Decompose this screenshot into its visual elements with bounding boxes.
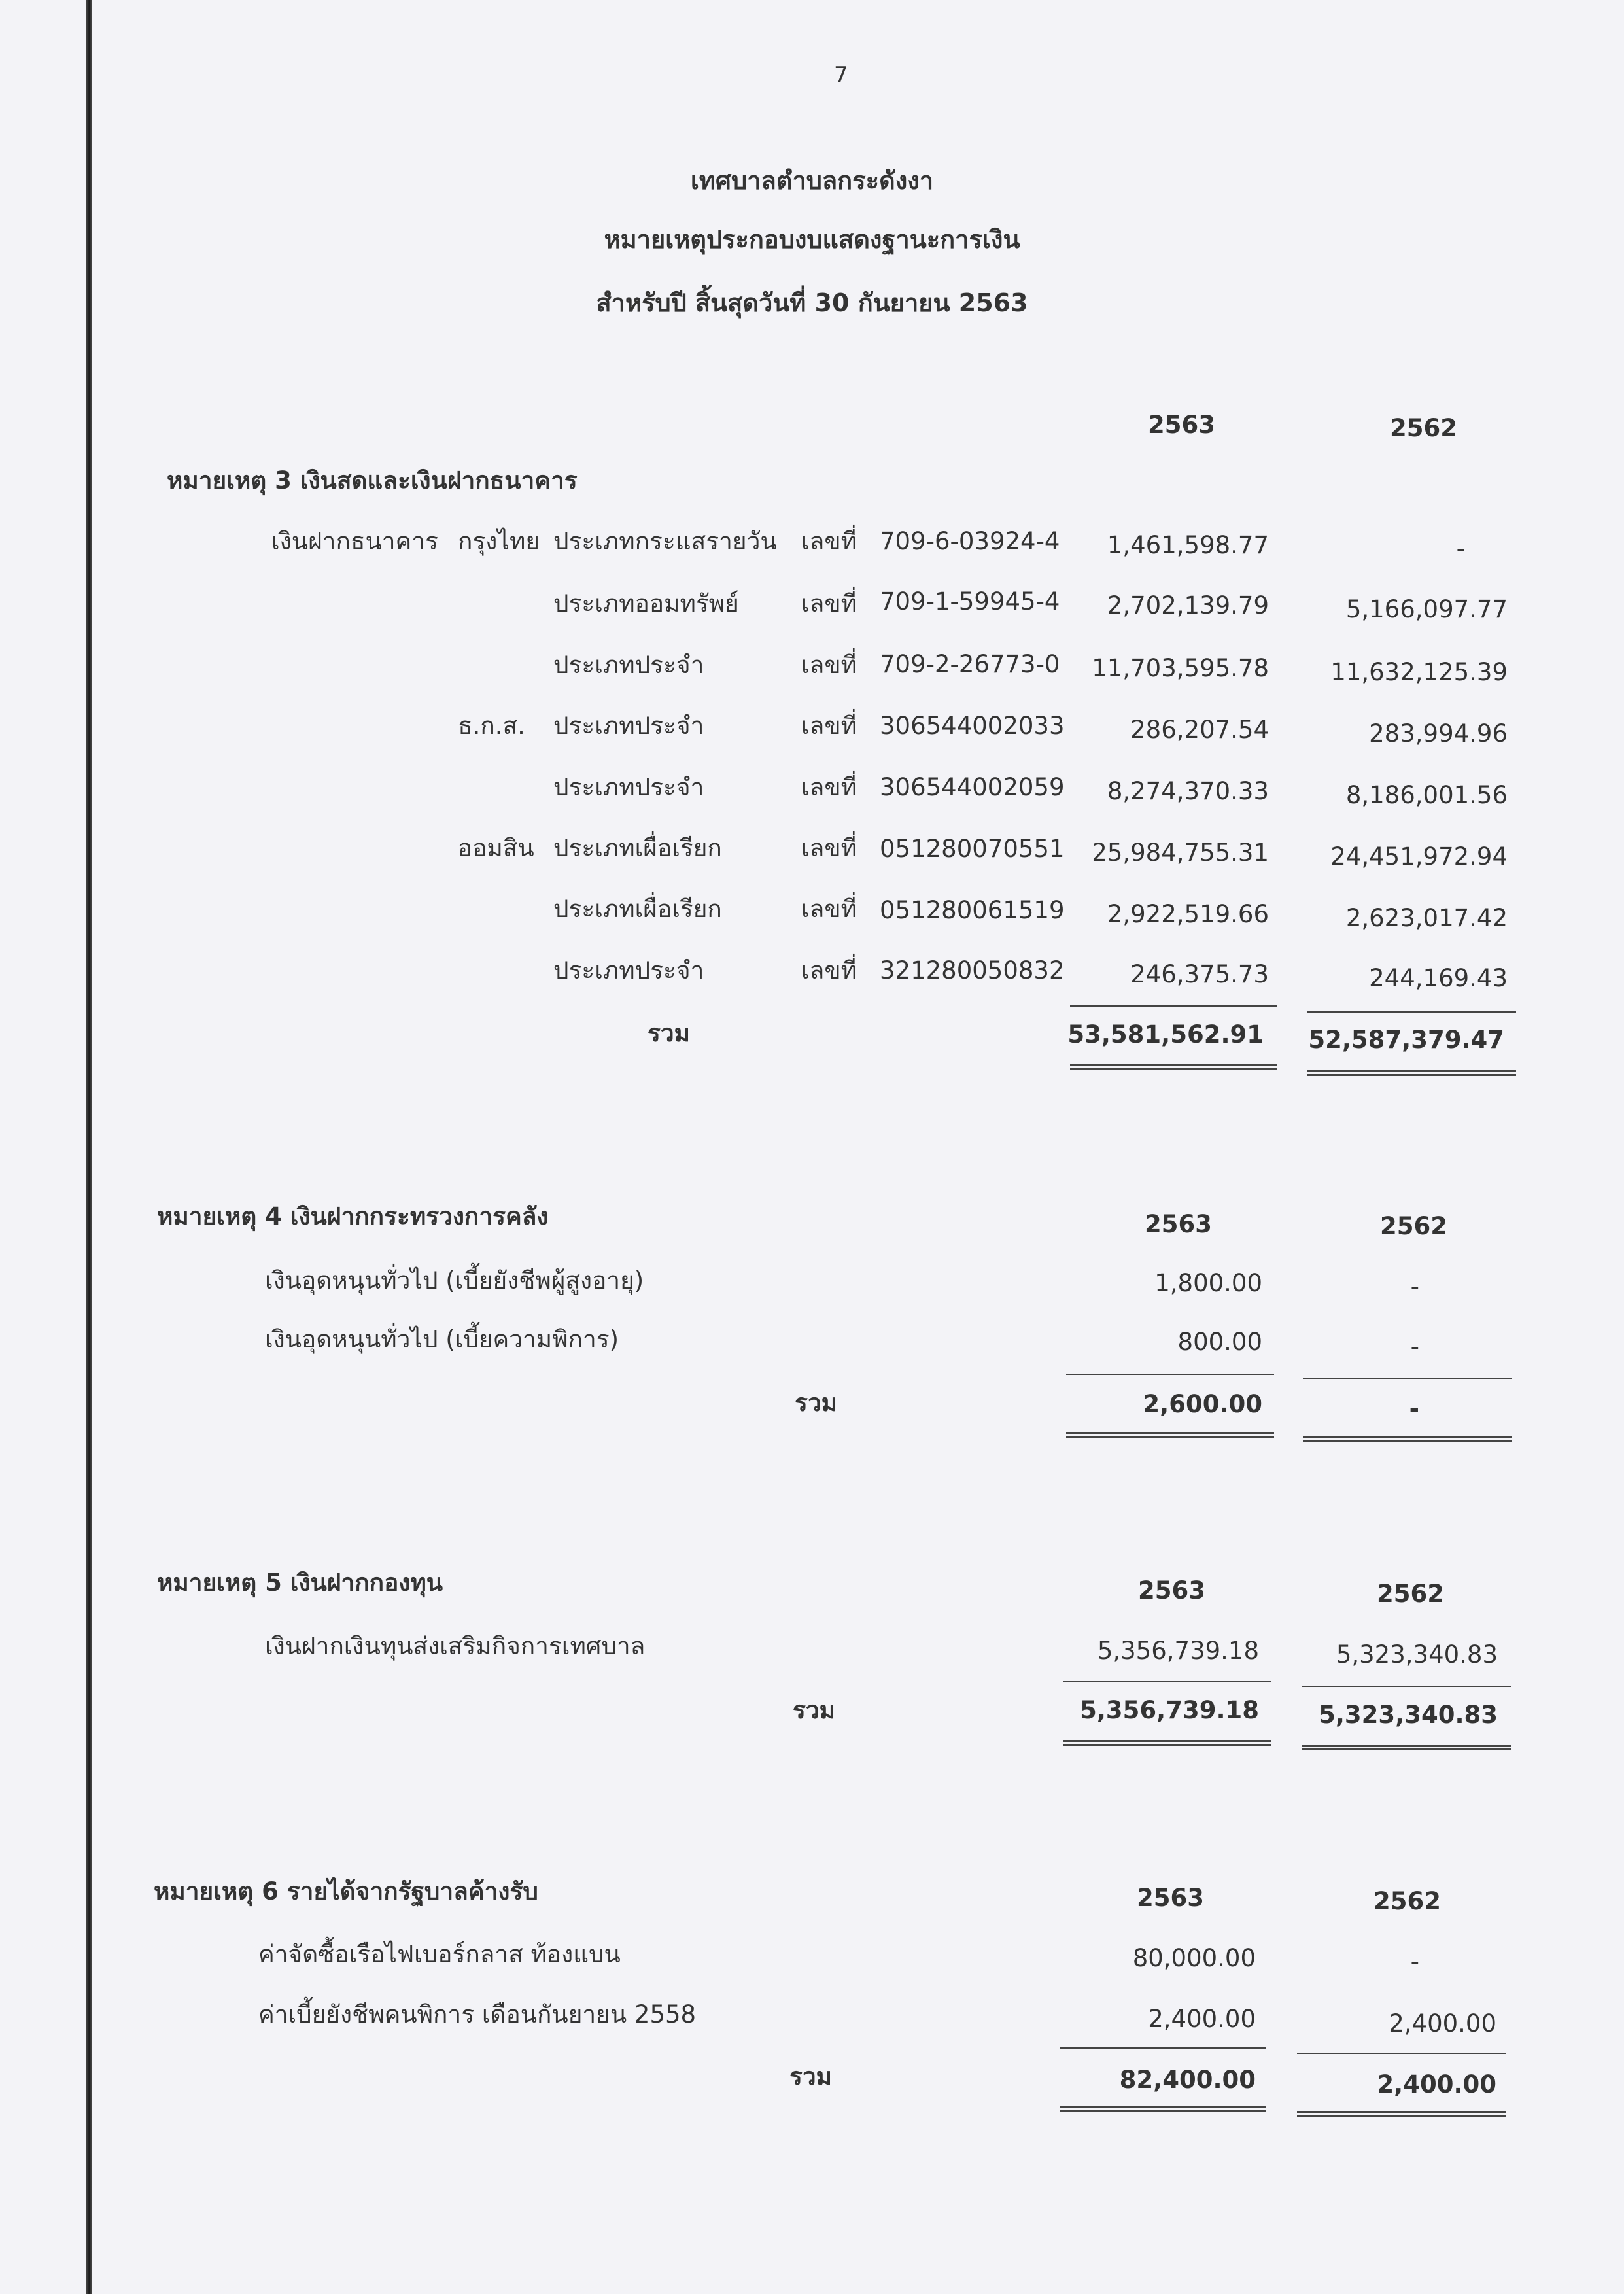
total-double-rule — [1066, 1432, 1274, 1438]
subtotal-rule — [1307, 1011, 1516, 1013]
amount-current: 2,400.00 — [1148, 2005, 1256, 2033]
total-double-rule — [1070, 1064, 1277, 1070]
bank-name: ออมสิน — [458, 834, 534, 862]
subtotal-rule — [1303, 1378, 1512, 1379]
deposit-label: เงินฝากธนาคาร — [271, 527, 438, 555]
account-label: เลขที่ — [801, 773, 857, 801]
account-type: ประเภทประจำ — [553, 956, 704, 984]
amount-current: 2,702,139.79 — [1107, 591, 1269, 619]
amount-prior: - — [1456, 535, 1465, 563]
account-number: 321280050832 — [880, 956, 1065, 984]
amount-prior: 5,323,340.83 — [1336, 1641, 1498, 1669]
note4-year-prior: 2562 — [1380, 1212, 1447, 1240]
note5-heading: หมายเหตุ 5 เงินฝากกองทุน — [157, 1569, 443, 1597]
amount-current: 1,800.00 — [1154, 1269, 1262, 1297]
statement-period: สำหรับปี สิ้นสุดวันที่ 30 กันยายน 2563 — [596, 288, 1028, 317]
amount-prior: - — [1410, 1333, 1419, 1361]
amount-current: 5,356,739.18 — [1097, 1637, 1259, 1665]
account-number: 709-6-03924-4 — [880, 527, 1060, 555]
note6-heading: หมายเหตุ 6 รายได้จากรัฐบาลค้างรับ — [154, 1877, 538, 1905]
amount-current: 11,703,595.78 — [1092, 654, 1269, 682]
account-type: ประเภทกระแสรายวัน — [553, 527, 777, 555]
total-current: 53,581,562.91 — [1067, 1020, 1264, 1049]
total-label: รวม — [789, 2062, 833, 2091]
item-label: ค่าจัดซื้อเรือไฟเบอร์กลาส ท้องแบน — [258, 1940, 621, 1968]
total-double-rule — [1297, 2111, 1506, 2117]
item-label: ค่าเบี้ยยังชีพคนพิการ เดือนกันยายน 2558 — [258, 2000, 697, 2028]
amount-prior: - — [1410, 1948, 1419, 1976]
amount-current: 286,207.54 — [1130, 716, 1269, 744]
account-number: 051280061519 — [880, 896, 1065, 924]
item-label: เงินอุดหนุนทั่วไป (เบี้ยยังชีพผู้สูงอายุ) — [265, 1266, 644, 1295]
note6-year-prior: 2562 — [1373, 1887, 1441, 1915]
subtotal-rule — [1060, 2047, 1266, 2049]
amount-prior: 11,632,125.39 — [1330, 658, 1508, 686]
total-current: 5,356,739.18 — [1080, 1696, 1259, 1724]
note4-heading: หมายเหตุ 4 เงินฝากกระทรวงการคลัง — [157, 1202, 549, 1230]
total-double-rule — [1302, 1745, 1511, 1750]
account-label: เลขที่ — [801, 589, 857, 617]
total-prior: - — [1409, 1395, 1419, 1423]
account-number: 306544002059 — [880, 773, 1065, 801]
account-type: ประเภทออมทรัพย์ — [553, 589, 739, 617]
amount-current: 80,000.00 — [1132, 1944, 1256, 1972]
amount-prior: 2,623,017.42 — [1345, 904, 1508, 932]
amount-prior: 2,400.00 — [1389, 2009, 1496, 2038]
bank-name: ธ.ก.ส. — [458, 712, 525, 740]
subtotal-rule — [1302, 1686, 1511, 1687]
amount-current: 246,375.73 — [1130, 960, 1269, 988]
amount-prior: 244,169.43 — [1369, 964, 1508, 992]
account-number: 051280070551 — [880, 835, 1065, 863]
amount-current: 8,274,370.33 — [1107, 777, 1269, 805]
total-double-rule — [1063, 1740, 1271, 1746]
total-double-rule — [1307, 1070, 1516, 1076]
bank-name: กรุงไทย — [458, 527, 540, 555]
account-label: เลขที่ — [801, 712, 857, 740]
statement-title: หมายเหตุประกอบงบแสดงฐานะการเงิน — [604, 225, 1020, 254]
total-prior: 5,323,340.83 — [1319, 1701, 1498, 1729]
account-label: เลขที่ — [801, 651, 857, 679]
total-label: รวม — [648, 1019, 691, 1047]
total-label: รวม — [793, 1696, 836, 1724]
note3-year-current: 2563 — [1148, 411, 1215, 439]
amount-current: 1,461,598.77 — [1107, 531, 1269, 559]
amount-prior: - — [1410, 1272, 1419, 1300]
account-type: ประเภทประจำ — [553, 712, 704, 740]
account-type: ประเภทประจำ — [553, 651, 704, 679]
account-number: 306544002033 — [880, 712, 1065, 740]
note5-year-current: 2563 — [1138, 1576, 1205, 1605]
account-number: 709-1-59945-4 — [880, 587, 1060, 616]
account-type: ประเภทเผื่อเรียก — [553, 834, 722, 862]
total-label: รวม — [795, 1389, 838, 1417]
note3-heading: หมายเหตุ 3 เงินสดและเงินฝากธนาคาร — [167, 466, 578, 495]
org-name: เทศบาลตำบลกระดังงา — [690, 166, 934, 195]
account-number: 709-2-26773-0 — [880, 650, 1060, 678]
subtotal-rule — [1297, 2053, 1506, 2054]
amount-current: 2,922,519.66 — [1107, 900, 1269, 928]
subtotal-rule — [1070, 1005, 1277, 1007]
total-prior: 52,587,379.47 — [1308, 1026, 1504, 1054]
total-current: 82,400.00 — [1119, 2066, 1256, 2094]
account-type: ประเภทประจำ — [553, 773, 704, 801]
account-label: เลขที่ — [801, 834, 857, 862]
amount-current: 800.00 — [1177, 1328, 1262, 1356]
account-label: เลขที่ — [801, 956, 857, 984]
total-current: 2,600.00 — [1143, 1390, 1262, 1418]
account-label: เลขที่ — [801, 527, 857, 555]
subtotal-rule — [1066, 1374, 1274, 1375]
amount-prior: 24,451,972.94 — [1330, 843, 1508, 871]
binding-edge — [86, 0, 92, 2294]
amount-prior: 8,186,001.56 — [1345, 781, 1508, 809]
account-type: ประเภทเผื่อเรียก — [553, 895, 722, 923]
note6-year-current: 2563 — [1137, 1884, 1204, 1912]
note4-year-current: 2563 — [1145, 1210, 1212, 1238]
item-label: เงินอุดหนุนทั่วไป (เบี้ยความพิการ) — [265, 1325, 619, 1353]
amount-prior: 5,166,097.77 — [1345, 595, 1508, 623]
note5-year-prior: 2562 — [1377, 1580, 1444, 1608]
total-double-rule — [1303, 1436, 1512, 1442]
page-number: 7 — [834, 62, 848, 88]
subtotal-rule — [1063, 1681, 1271, 1682]
amount-prior: 283,994.96 — [1369, 720, 1508, 748]
amount-current: 25,984,755.31 — [1092, 839, 1269, 867]
account-label: เลขที่ — [801, 895, 857, 923]
total-prior: 2,400.00 — [1377, 2070, 1496, 2098]
item-label: เงินฝากเงินทุนส่งเสริมกิจการเทศบาล — [265, 1632, 646, 1660]
note3-year-prior: 2562 — [1390, 414, 1457, 442]
total-double-rule — [1060, 2106, 1266, 2112]
